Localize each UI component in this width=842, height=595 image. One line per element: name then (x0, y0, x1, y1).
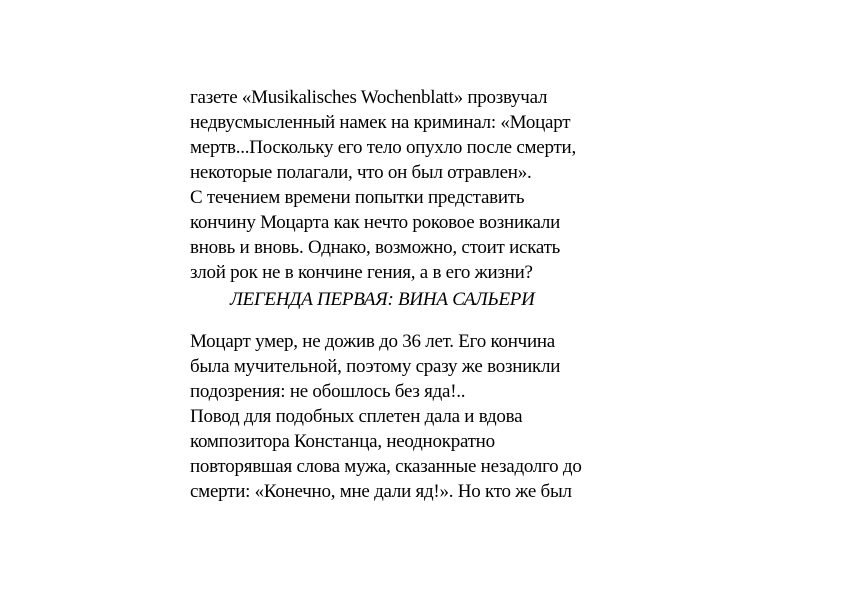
text-line: злой рок не в кончине гения, а в его жизни? (190, 262, 533, 283)
text-line: композитора Констанца, неоднократно (190, 431, 495, 452)
text-line: была мучительной, поэтому сразу же возникли (190, 356, 561, 377)
text-line: кончину Моцарта как нечто роковое возникали (190, 212, 561, 233)
text-line: смерти: «Конечно, мне дали яд!». Но кто же был (190, 481, 572, 502)
text-line: недвусмысленный намек на криминал: «Моцарт (190, 112, 571, 133)
text-line: повторявшая слова мужа, сказанные незадолго до (190, 456, 582, 477)
text-line: С течением времени попытки представить (190, 187, 525, 208)
text-line: Повод для подобных сплетен дала и вдова (190, 406, 523, 427)
text-line: подозрения: не обошлось без яда!.. (190, 381, 466, 402)
text-line: мертв...Поскольку его тело опухло после смерти, (190, 137, 576, 158)
text-line: некоторые полагали, что он был отравлен». (190, 162, 532, 183)
text-line: газете «Musikalisches Wochenblatt» прозвучал (190, 87, 548, 108)
text-line: Моцарт умер, не дожив до 36 лет. Его кончина (190, 331, 555, 352)
text-line: вновь и вновь. Однако, возможно, стоит искать (190, 237, 561, 258)
section-heading: ЛЕГЕНДА ПЕРВАЯ: ВИНА САЛЬЕРИ (230, 289, 535, 310)
